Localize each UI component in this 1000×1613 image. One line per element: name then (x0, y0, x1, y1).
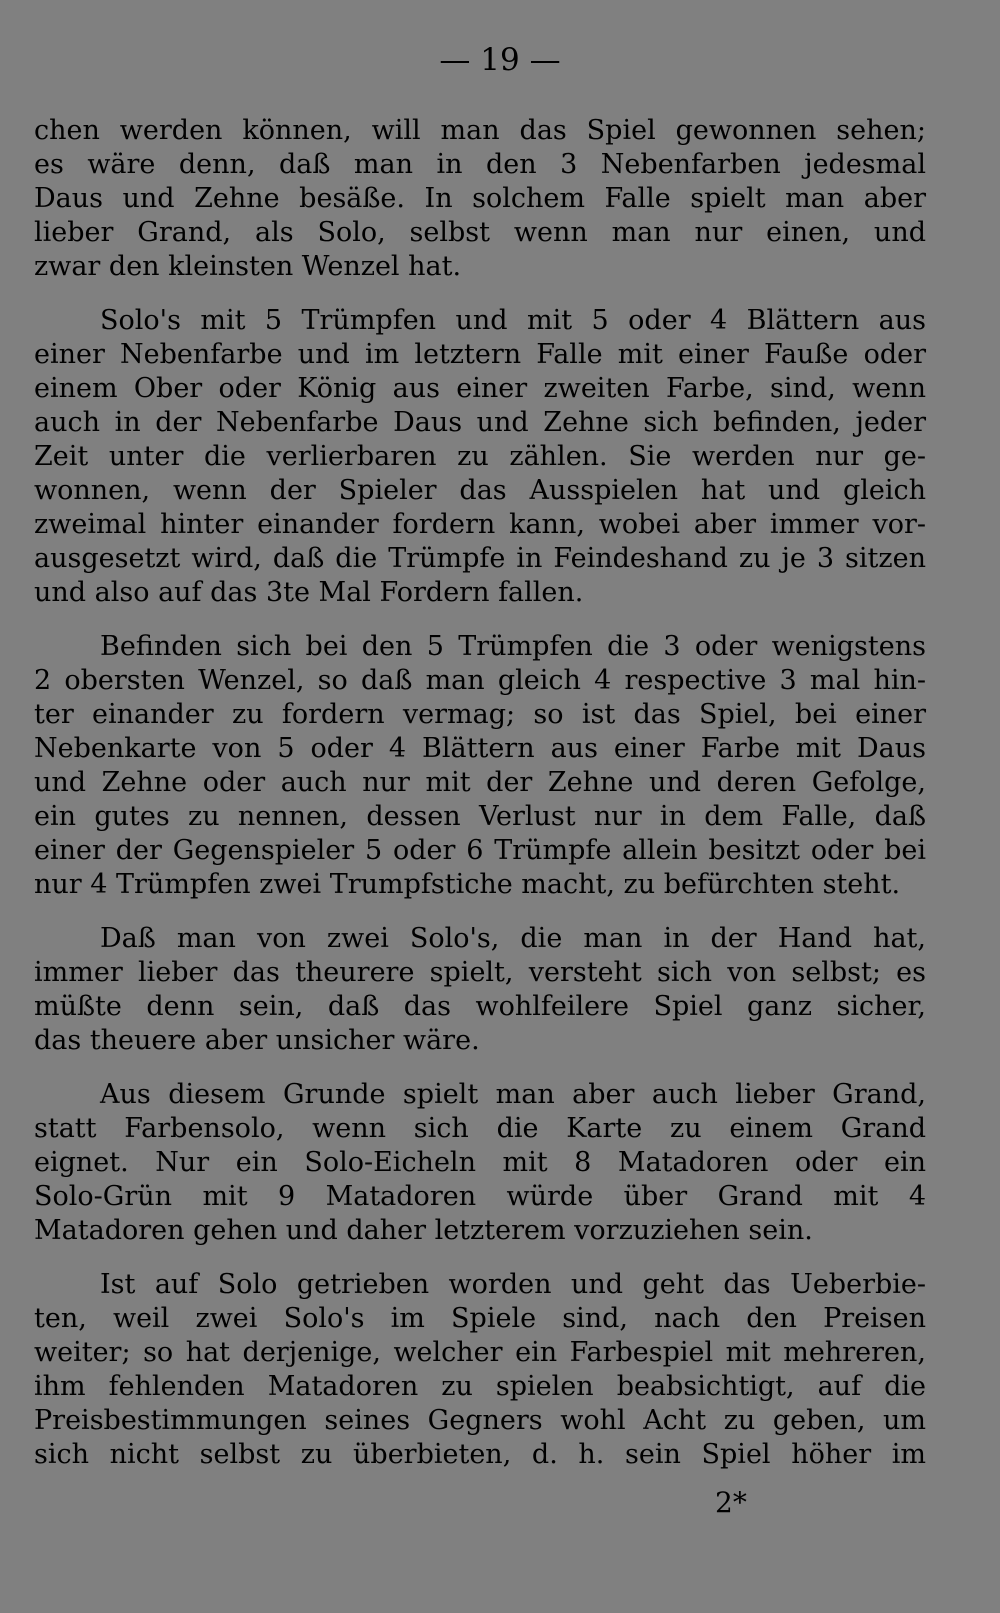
text-line: Aus diesem Grunde spielt man aber auch lieber Grand, (100, 1079, 926, 1110)
text-line: auch in der Nebenfarbe Daus und Zehne sich befinden, jeder (34, 407, 926, 438)
paragraph (34, 1078, 926, 1248)
text-line: ein gutes zu nennen, dessen Verlust nur in dem Falle, daß (34, 801, 926, 832)
text-line: Preisbestimmungen seines Gegners wohl Acht zu geben, um (34, 1405, 926, 1436)
text-line: müßte denn sein, daß das wohlfeilere Spiel ganz sicher, (34, 991, 926, 1022)
text-line: Solo-Grün mit 9 Matadoren würde über Grand mit 4 (34, 1181, 926, 1212)
text-line: das theuere aber unsicher wäre. (34, 1025, 480, 1056)
body-text (34, 114, 926, 1472)
text-line: ihm fehlenden Matadoren zu spielen beabsichtigt, auf die (34, 1371, 926, 1402)
text-line: ausgesetzt wird, daß die Trümpfe in Feindeshand zu je 3 sitzen (34, 543, 926, 574)
text-line: Matadoren gehen und daher letzterem vorzuziehen sein. (34, 1215, 813, 1246)
text-line: ter einander zu fordern vermag; so ist das Spiel, bei einer (34, 699, 926, 730)
text-line: und also auf das 3te Mal Fordern fallen. (34, 577, 584, 608)
text-line: einer Nebenfarbe und im letztern Falle mit einer Fauße oder (34, 339, 926, 370)
paragraph (34, 922, 926, 1058)
paragraph (34, 304, 926, 610)
text-line: einem Ober oder König aus einer zweiten Farbe, sind, wenn (34, 373, 926, 404)
text-line: Daß man von zwei Solo's, die man in der Hand hat, (100, 923, 926, 954)
paragraph (34, 630, 926, 902)
text-line: nur 4 Trümpfen zwei Trumpfstiche macht, zu befürchten steht. (34, 869, 901, 900)
text-line: immer lieber das theurere spielt, versteht sich von selbst; es (34, 957, 926, 988)
text-line: statt Farbensolo, wenn sich die Karte zu einem Grand (34, 1113, 926, 1144)
text-line: zweimal hinter einander fordern kann, wobei aber immer vor- (34, 509, 926, 540)
text-line: chen werden können, will man das Spiel gewonnen sehen; (34, 115, 926, 146)
paragraph (34, 1268, 926, 1472)
text-line: Befinden sich bei den 5 Trümpfen die 3 oder wenigstens (100, 631, 926, 662)
text-line: einer der Gegenspieler 5 oder 6 Trümpfe allein besitzt oder bei (34, 835, 926, 866)
text-line: es wäre denn, daß man in den 3 Nebenfarben jedesmal (34, 149, 926, 180)
text-line: und Zehne oder auch nur mit der Zehne und deren Gefolge, (34, 767, 926, 798)
text-line: lieber Grand, als Solo, selbst wenn man nur einen, und (34, 217, 926, 248)
text-line: Ist auf Solo getrieben worden und geht das Ueberbie- (100, 1269, 926, 1300)
text-line: weiter; so hat derjenige, welcher ein Farbespiel mit mehreren, (34, 1337, 926, 1368)
text-line: zwar den kleinsten Wenzel hat. (34, 251, 462, 282)
text-line: ten, weil zwei Solo's im Spiele sind, nach den Preisen (34, 1303, 926, 1334)
text-line: sich nicht selbst zu überbieten, d. h. sein Spiel höher im (34, 1439, 926, 1470)
text-line: Solo's mit 5 Trümpfen und mit 5 oder 4 Blättern aus (100, 305, 926, 336)
text-line: wonnen, wenn der Spieler das Ausspielen hat und gleich (34, 475, 926, 506)
signature-mark: 2* (715, 1486, 747, 1519)
text-line: Nebenkarte von 5 oder 4 Blättern aus einer Farbe mit Daus (34, 733, 926, 764)
text-line: Zeit unter die verlierbaren zu zählen. Sie werden nur ge- (34, 441, 926, 472)
page-number-header: — 19 — (439, 42, 561, 78)
text-line: Daus und Zehne besäße. In solchem Falle spielt man aber (34, 183, 926, 214)
text-line: 2 obersten Wenzel, so daß man gleich 4 respective 3 mal hin- (34, 665, 926, 696)
paragraph (34, 114, 926, 284)
text-line: eignet. Nur ein Solo-Eicheln mit 8 Matadoren oder ein (34, 1147, 926, 1178)
